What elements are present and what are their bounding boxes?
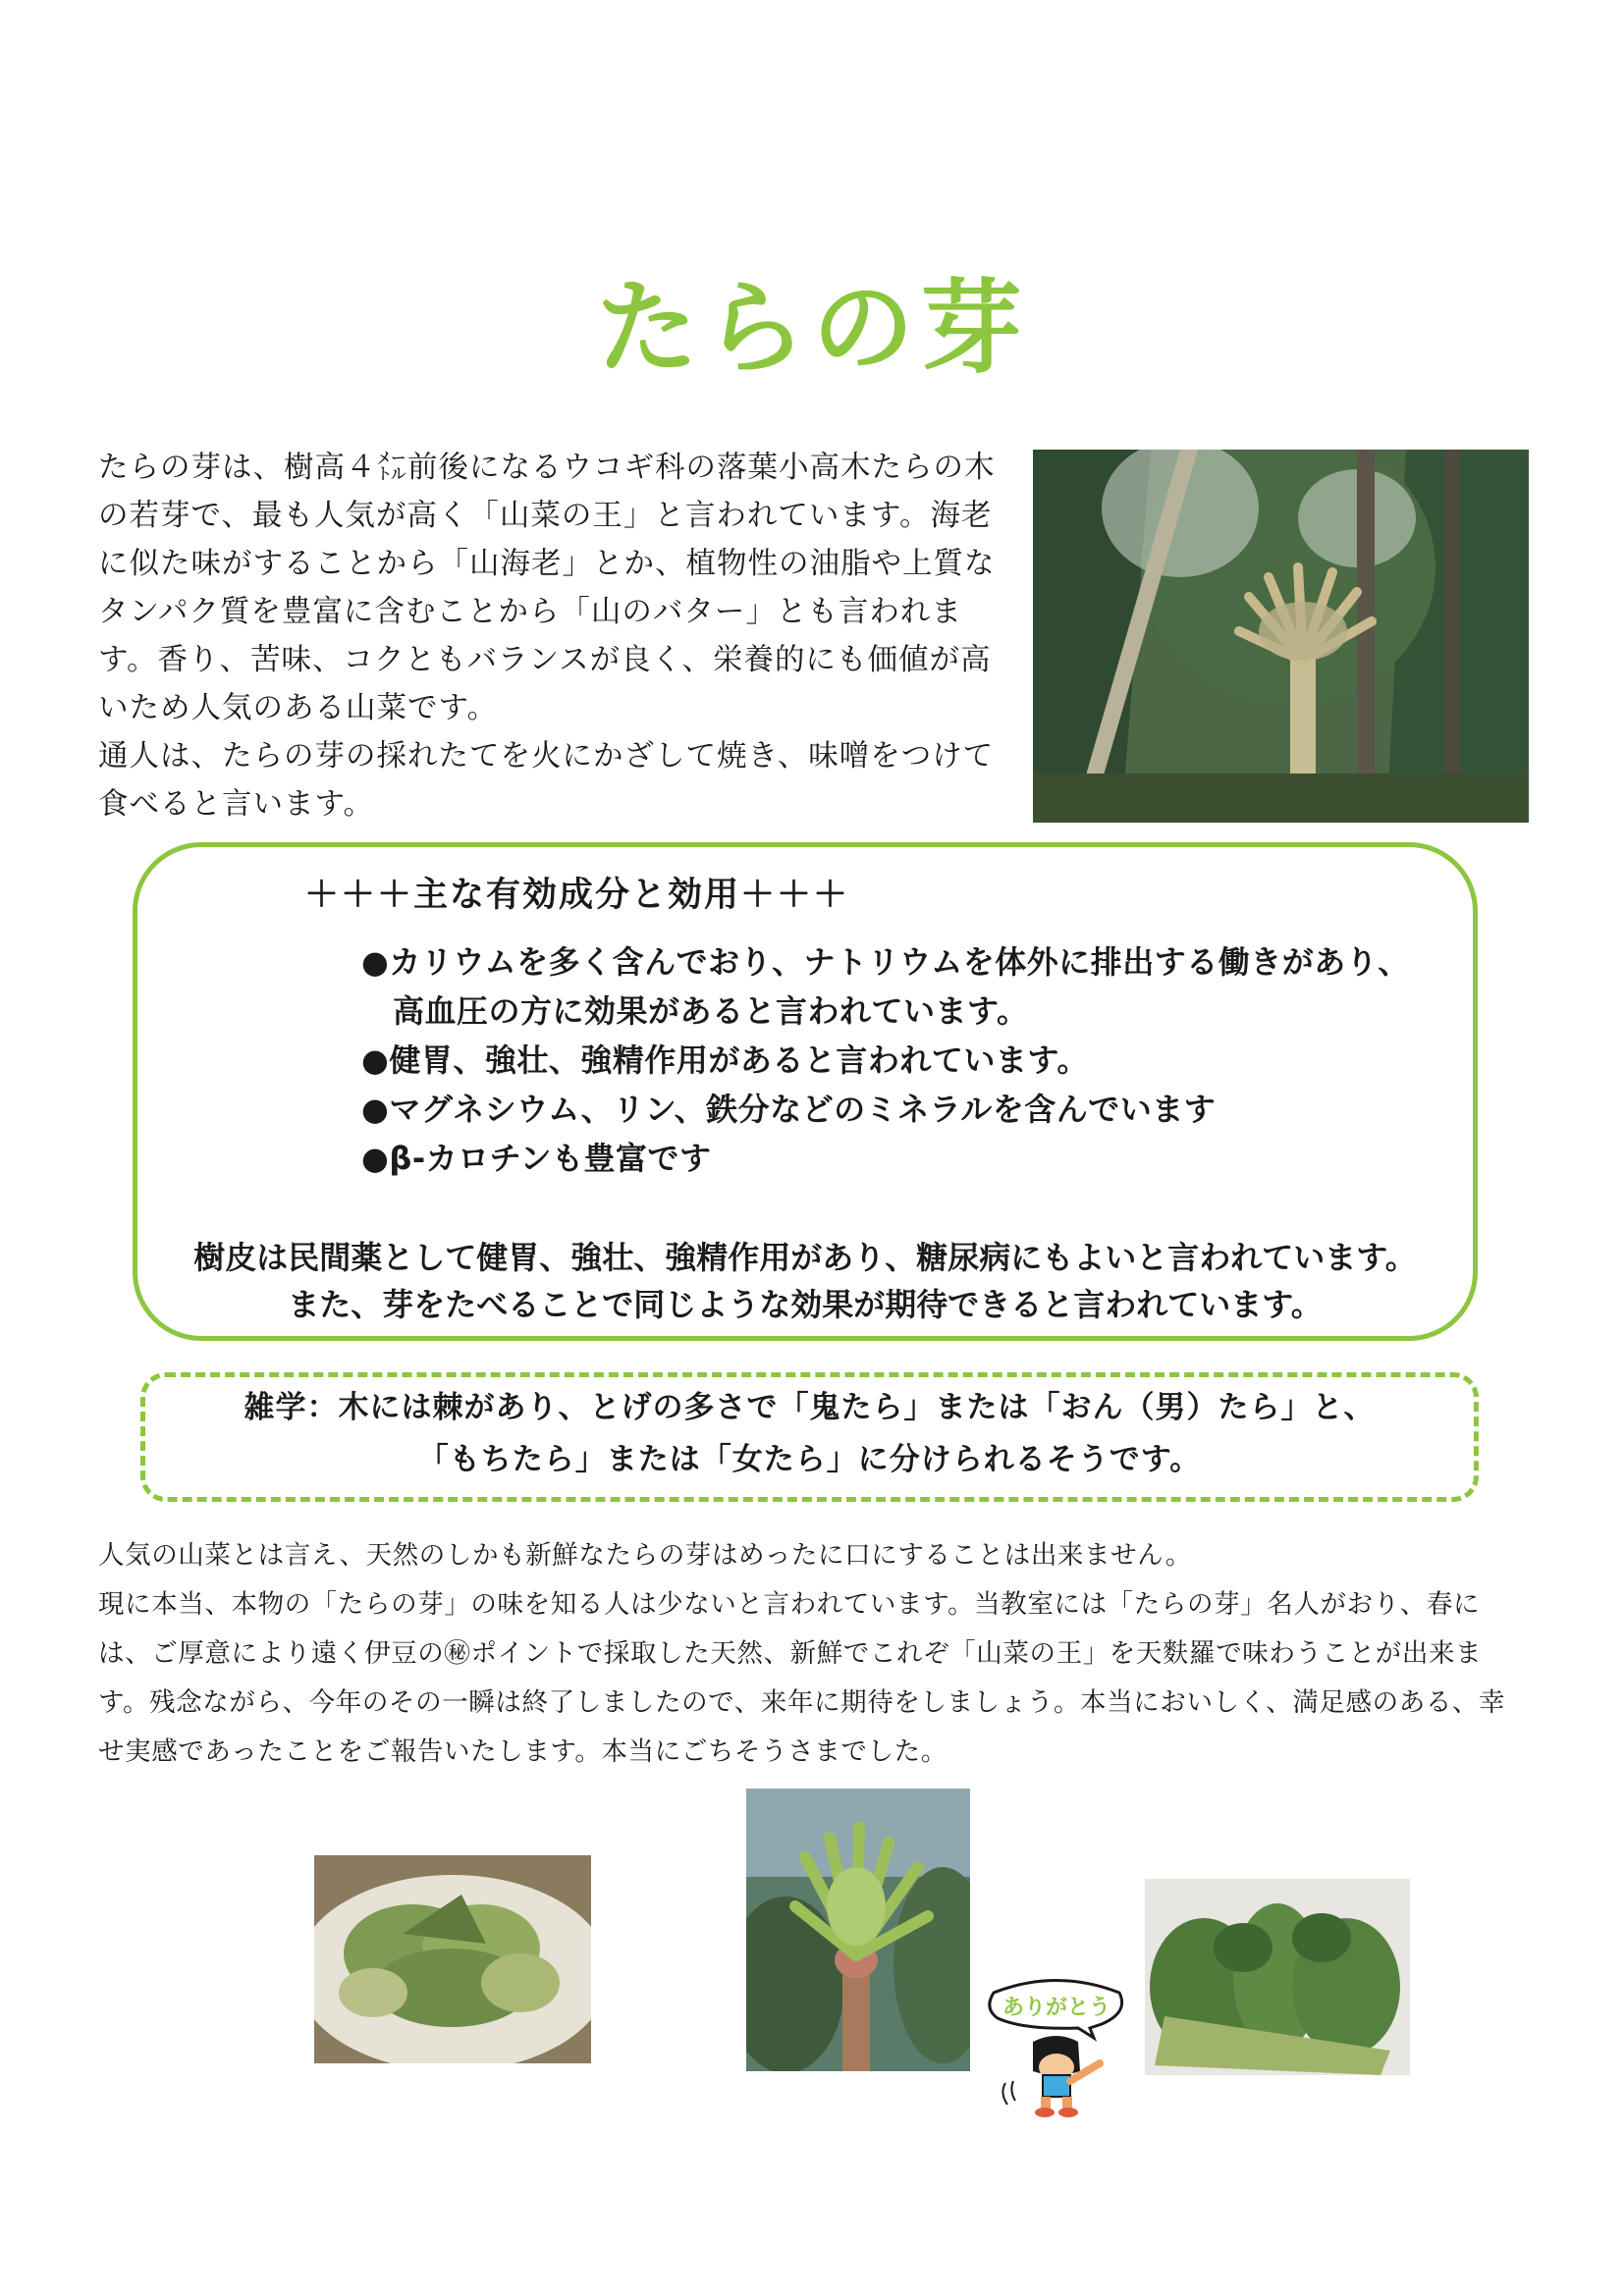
intro-text <box>98 444 1016 828</box>
trivia-line: 雑学：木には棘があり、とげの多さで「鬼たら」または「おん（男）たら」と、 <box>244 1390 1376 1425</box>
intro-paragraph: 通人は、たらの芽の採れたてを火にかざして焼き、味噌をつけて食べると言います。 <box>98 739 995 822</box>
tempura-photo <box>314 1855 591 2063</box>
body-text <box>98 1531 1532 1777</box>
effects-list <box>361 937 1410 1183</box>
buds-photo <box>1145 1879 1410 2075</box>
effects-note-line: 樹皮は民間薬として健胃、強壮、強精作用があり、糖尿病にもよいと言われています。 <box>193 1239 1417 1276</box>
effects-note <box>133 1234 1478 1328</box>
effects-item: ●β-カロチンも豊富です <box>361 1140 712 1177</box>
mascot-thanks-illustration <box>984 1973 1129 2120</box>
effects-item: 高血圧の方に効果があると言われています。 <box>393 992 1029 1030</box>
page-title: たらの芽 <box>595 268 1028 388</box>
effects-item: ●マグネシウム、リン、鉄分などのミネラルを含んでいます <box>361 1091 1217 1128</box>
body-paragraph: 人気の山菜とは言え、天然のしかも新鮮なたらの芽はめったに口にすることは出来ません。 <box>98 1540 1193 1571</box>
effects-item: ●カリウムを多く含んでおり、ナトリウムを体外に排出する働きがあり、 <box>361 943 1410 981</box>
sprout-photo <box>746 1789 970 2071</box>
effects-heading: ＋＋＋主な有効成分と効用＋＋＋ <box>304 876 850 915</box>
mascot-speech-text: ありがとう <box>1001 1996 1111 2020</box>
effects-note-line: また、芽をたべることで同じような効果が期待できると言われています。 <box>288 1286 1323 1323</box>
trivia-line: 「もちたら」または「女たら」に分けられるそうです。 <box>417 1442 1202 1477</box>
trivia-text <box>140 1382 1479 1486</box>
effects-item: ●健胃、強壮、強精作用があると言われています。 <box>361 1041 1089 1079</box>
forest-tree-photo <box>1033 450 1529 823</box>
body-paragraph: 現に本当、本物の「たらの芽」の味を知る人は少ないと言われています。当教室には「たらの芽」名人がおり、春には、ご厚意により遠く伊豆の㊙ポイントで採取した天然、新鮮でこれぞ「山菜の王」を天麩羅で味わうことが出来ます。残念ながら、今年のその一瞬は終了しましたので、来年に期待をしましょう。本当においしく、満足感のある、幸せ実感であったことをご報告いたします。本当にごちそうさまでした。 <box>98 1589 1506 1767</box>
intro-paragraph: たらの芽は、樹高４㍍前後になるウコギ科の落葉小高木たらの木の若芽で、最も人気が高く「山菜の王」と言われています。海老に似た味がすることから「山海老」とか、植物性の油脂や上質なタンパク質を豊富に含むことから「山のバター」とも言われます。香り、苦味、コクともバランスが良く、栄養的にも価値が高いため人気のある山菜です。 <box>98 451 996 725</box>
